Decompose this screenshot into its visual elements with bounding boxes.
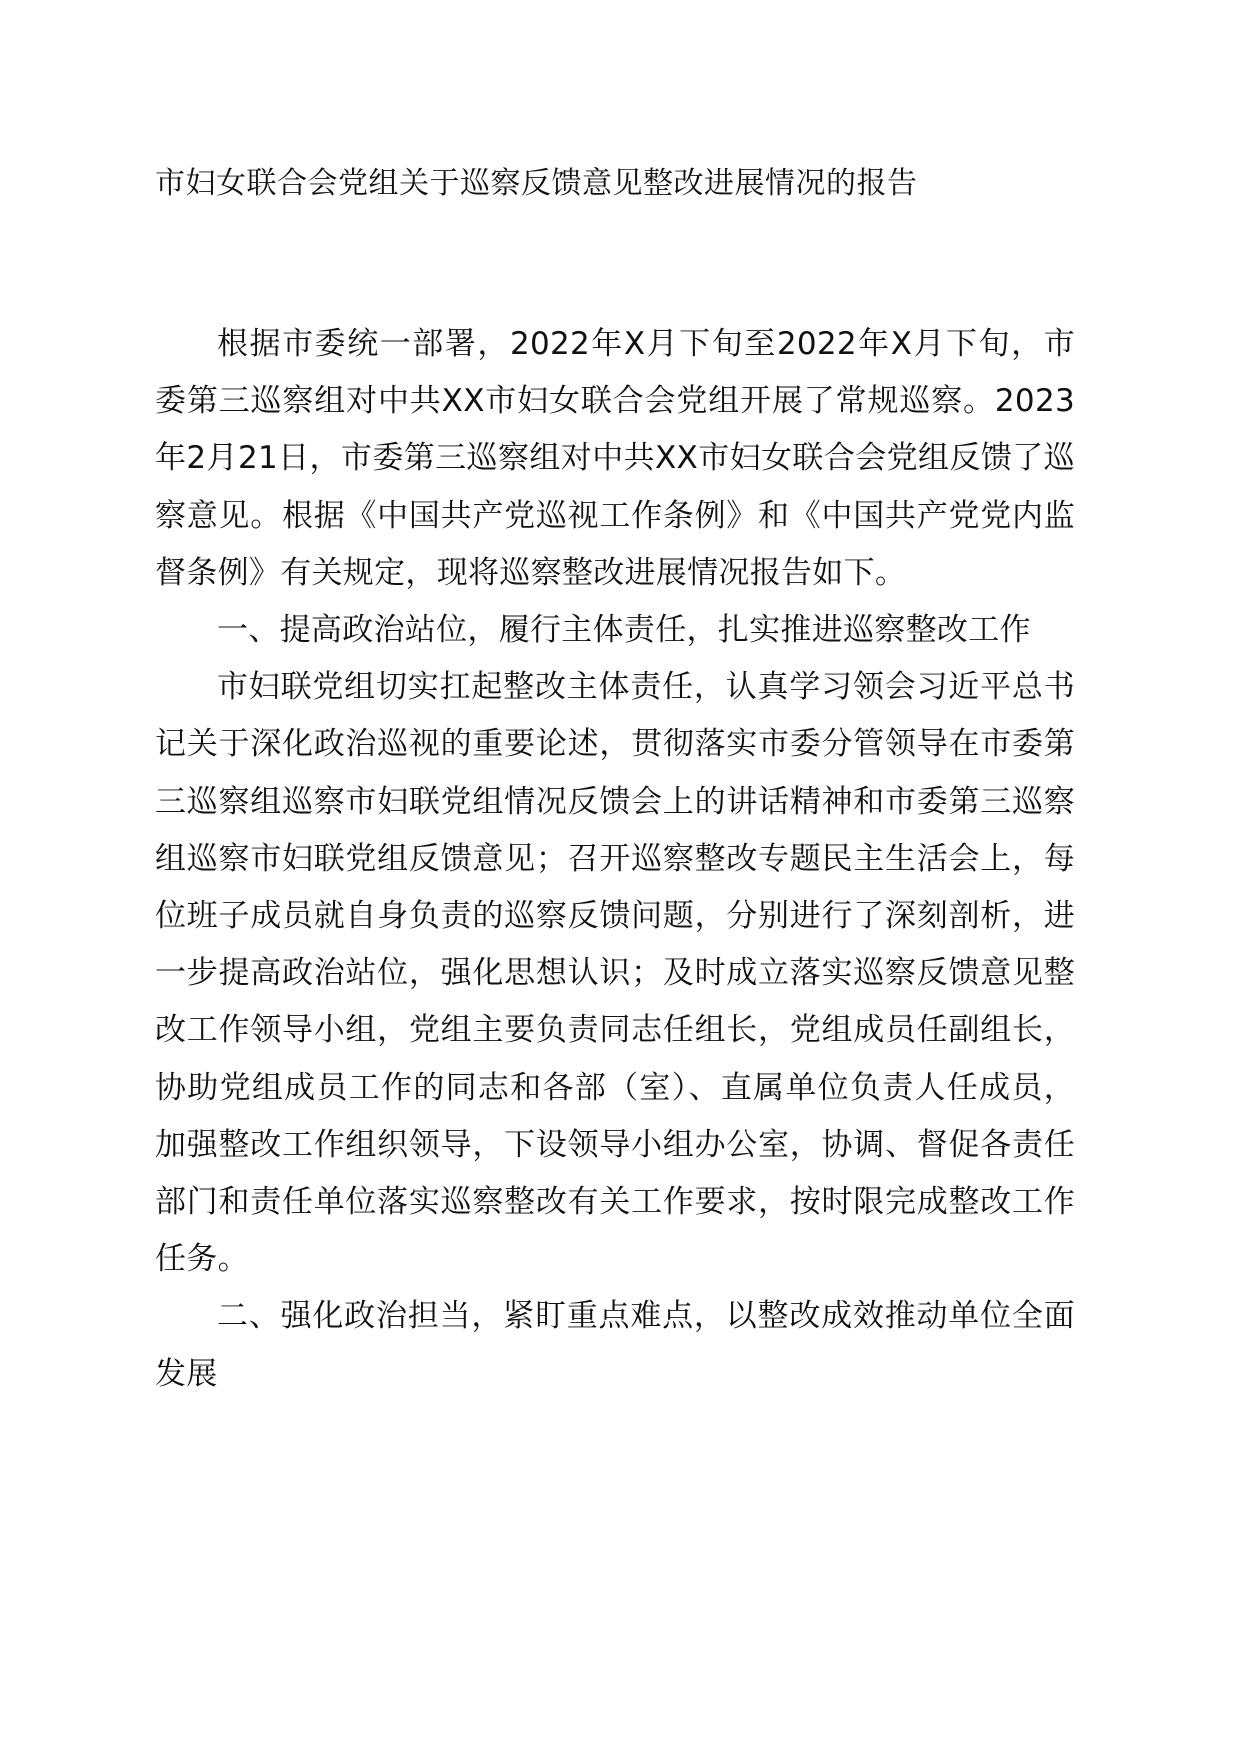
- paragraph-intro: 根据市委统一部署，2022年X月下旬至2022年X月下旬，市委第三巡察组对中共XX市妇女联合会党组开展了常规巡察。2023年2月21日，市委第三巡察组对中共XX市妇女联合会党组反馈了巡察意见。根据《中国共产党巡视工作条例》和《中国共产党党内监督条例》有关规定，现将巡察整改进展情况报告如下。: [155, 326, 1075, 591]
- section-heading-2: 二、强化政治担当，紧盯重点难点，以整改成效推动单位全面发展: [155, 1298, 1075, 1392]
- section-heading-1: 一、提高政治站位，履行主体责任，扎实推进巡察整改工作: [217, 612, 1031, 649]
- paragraph-section-1: 市妇联党组切实扛起整改主体责任，认真学习领会习近平总书记关于深化政治巡视的重要论述，贯彻落实市委分管领导在市委第三巡察组巡察市妇联党组情况反馈会上的讲话精神和市委第三巡察组巡察市妇联党组反馈意见；召开巡察整改专题民主生活会上，每位班子成员就自身负责的巡察反馈问题，分别进行了深刻剖析，进一步提高政治站位，强化思想认识；及时成立落实巡察反馈意见整改工作领导小组，党组主要负责同志任组长，党组成员任副组长，协助党组成员工作的同志和各部（室）、直属单位负责人任成员，加强整改工作组织领导，下设领导小组办公室，协调、督促各责任部门和责任单位落实巡察整改有关工作要求，按时限完成整改工作任务。: [155, 669, 1075, 1278]
- document-title: 市妇女联合会党组关于巡察反馈意见整改进展情况的报告: [155, 166, 918, 201]
- document-body: [155, 316, 1075, 1403]
